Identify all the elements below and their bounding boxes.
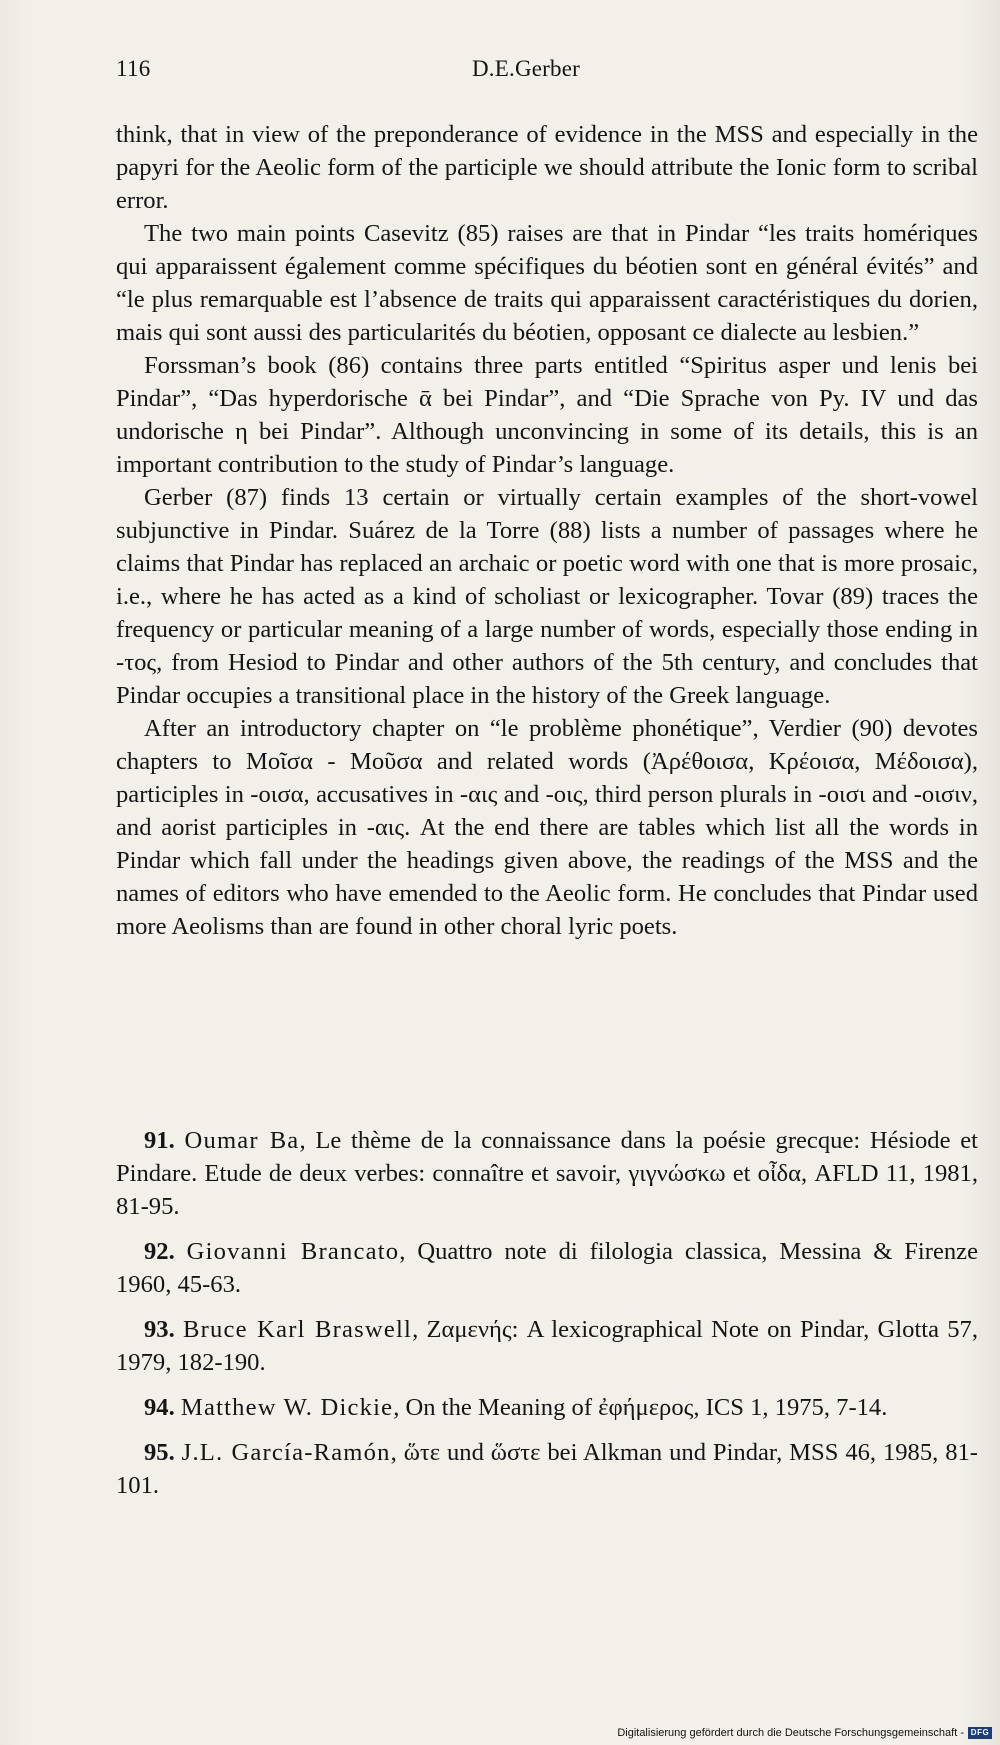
footer-text: Digitalisierung gefördert durch die Deutsche Forschungsgemeinschaft - — [617, 1727, 964, 1739]
paragraph-5: After an introductory chapter on “le problème phonétique”, Verdier (90) devotes chapters to Μοῖσα - Μοῦσα and related words (Ἀρέθοισα, Κρέοισα, Μέδοισα), participles in -οισα, accusatives in -αις and -οις, third person plurals in -οισι and -οισιν, and aorist participles in -αις. At the end there are tables which list all the words in Pindar which fall under the headings given above, the readings of the MSS and the names of editors who have emended to the Aeolic form. He concludes that Pindar used more Aeolisms than are found in other choral lyric poets. — [116, 715, 978, 940]
page-header — [116, 56, 978, 90]
paragraph-1: think, that in view of the preponderance of evidence in the MSS and especially in the papyri for the Aeolic form of the participle we should attribute the Ionic form to scribal error. — [116, 121, 978, 214]
dfg-logo-icon: DFG — [968, 1727, 992, 1739]
reference-text: , Quattro note di filologia classica, Messina & Firenze 1960, 45-63. — [116, 1238, 978, 1298]
reference-author: J.L. García-Ramón — [181, 1439, 391, 1466]
reference-text: , On the Meaning of ἐφήμερος, ICS 1, 1975, 7-14. — [393, 1394, 888, 1421]
reference-list — [116, 1124, 978, 1514]
reference-author: Bruce Karl Braswell — [182, 1316, 413, 1343]
reference-number: 93. — [144, 1316, 175, 1343]
reference-author: Oumar Ba — [184, 1127, 300, 1154]
reference-number: 94. — [144, 1394, 175, 1421]
reference-item — [116, 1436, 978, 1502]
page-number: 116 — [116, 56, 151, 81]
reference-text: , Ζαμενής: A lexicographical Note on Pindar, Glotta 57, 1979, 182-190. — [116, 1316, 978, 1376]
reference-item — [116, 1391, 978, 1424]
reference-item — [116, 1313, 978, 1379]
paragraph-2: The two main points Casevitz (85) raises are that in Pindar “les traits homériques qui apparaissent également comme spécifiques du béotien sont en général évités” and “le plus remarquable est l’absence de traits qui apparaissent caractéristiques du dorien, mais qui sont aussi des particularités du béotien, opposant ce dialecte au lesbien.” — [116, 220, 978, 346]
digitization-footer — [617, 1727, 992, 1739]
reference-item — [116, 1235, 978, 1301]
reference-text: , ὥτε und ὥστε bei Alkman und Pindar, MSS 46, 1985, 81-101. — [116, 1439, 978, 1499]
reference-number: 92. — [144, 1238, 175, 1265]
reference-author: Giovanni Brancato — [186, 1238, 400, 1265]
reference-number: 91. — [144, 1127, 175, 1154]
paragraph-3: Forssman’s book (86) contains three parts entitled “Spiritus asper und lenis bei Pindar”, “Das hyperdorische ᾱ bei Pindar”, and “Die Sprache von Py. IV und das undorische η bei Pindar”. Although unconvincing in some of its details, this is an important contribution to the study of Pindar’s language. — [116, 352, 978, 478]
reference-author: Matthew W. Dickie — [180, 1394, 394, 1421]
reference-number: 95. — [144, 1439, 175, 1466]
paragraph-4: Gerber (87) finds 13 certain or virtually certain examples of the short-vowel subjunctive in Pindar. Suárez de la Torre (88) lists a number of passages where he claims that Pindar has replaced an archaic or poetic word with one that is more prosaic, i.e., where he has acted as a kind of scholiast or lexicographer. Tovar (89) traces the frequency or particular meaning of a large number of words, especially those ending in -τος, from Hesiod to Pindar and other authors of the 5th century, and concludes that Pindar occupies a transitional place in the history of the Greek language. — [116, 484, 978, 709]
body-text — [116, 118, 978, 943]
running-head: D.E.Gerber — [472, 56, 581, 81]
reference-text: , Le thème de la connaissance dans la poésie grecque: Hésiode et Pindare. Etude de deux verbes: connaître et savoir, γιγνώσκω et οἶδα, AFLD 11, 1981, 81-95. — [116, 1127, 978, 1220]
reference-item — [116, 1124, 978, 1223]
